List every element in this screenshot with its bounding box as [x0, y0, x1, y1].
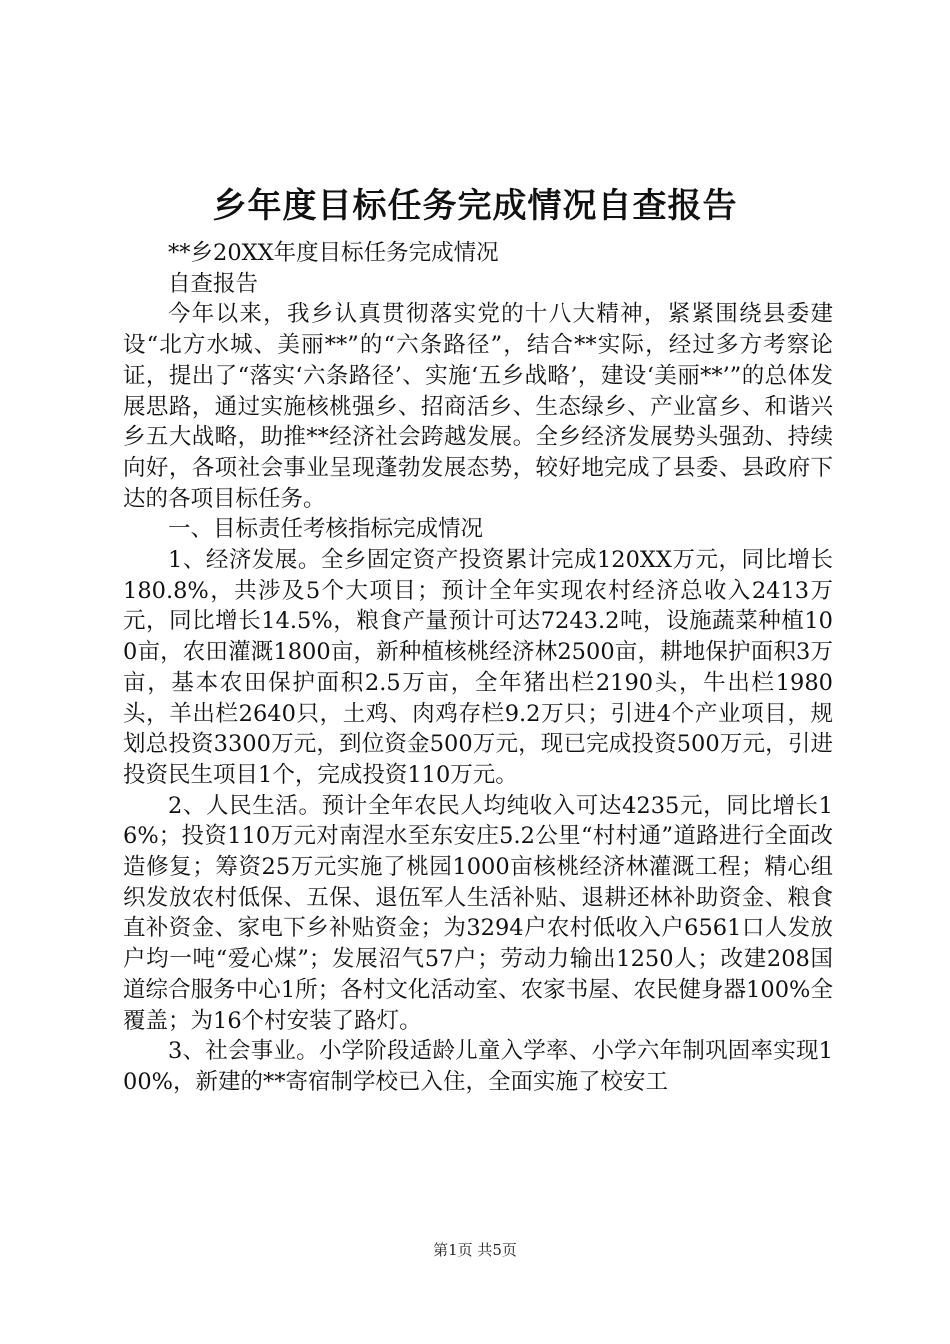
- document-body: [123, 238, 833, 1098]
- body-paragraph: 2、人民生活。预计全年农民人均纯收入可达4235元，同比增长16%；投资110万元对南涅水至东安庄5.2公里“村村通”道路进行全面改造修复；筹资25万元实施了桃园1000亩核桃经济林灌溉工程；精心组织发放农村低保、五保、退伍军人生活补贴、退耕还林补助资金、粮食直补资金、家电下乡补贴资金；为3294户农村低收入户6561口人发放户均一吨“爱心煤”；发展沼气57户；劳动力输出1250人；改建208国道综合服务中心1所；各村文化活动室、农家书屋、农民健身器100%全覆盖；为16个村安装了路灯。: [123, 792, 833, 1034]
- document-title: 乡年度目标任务完成情况自查报告: [212, 186, 738, 226]
- subtitle-line: **乡20XX年度目标任务完成情况: [168, 240, 499, 266]
- body-paragraph: 1、经济发展。全乡固定资产投资累计完成120XX万元，同比增长180.8%，共涉及5个大项目；预计全年实现农村经济总收入2413万元，同比增长14.5%，粮食产量预计可达7243.2吨，设施蔬菜种植100亩，农田灌溉1800亩，新种植核桃经济林2500亩，耕地保护面积3万亩，基本农田保护面积2.5万亩，全年猪出栏2190头，牛出栏1980头，羊出栏2640只，土鸡、肉鸡存栏9.2万只；引进4个产业项目，规划总投资3300万元，到位资金500万元，现已完成投资500万元，引进投资民生项目1个，完成投资110万元。: [123, 547, 833, 788]
- subtitle-line: 自查报告: [168, 270, 259, 297]
- body-paragraph: 今年以来，我乡认真贯彻落实党的十八大精神，紧紧围绕县委建设“北方水城、美丽**”的“六条路径”，结合**实际，经过多方考察论证，提出了“落实‘六条路径’、实施‘五乡战略’，建设‘美丽**’”的总体发展思路，通过实施核桃强乡、招商活乡、生态绿乡、产业富乡、和谐兴乡五大战略，助推**经济社会跨越发展。全乡经济发展势头强劲、持续向好，各项社会事业呈现蓬勃发展态势，较好地完成了县委、县政府下达的各项目标任务。: [123, 301, 833, 512]
- section-heading: 一、目标责任考核指标完成情况: [168, 516, 484, 543]
- page-number-footer: 第1页 共5页: [433, 1241, 517, 1259]
- body-paragraph: 3、社会事业。小学阶段适龄儿童入学率、小学六年制巩固率实现100%，新建的**寄宿制学校已入住，全面实施了校安工: [123, 1038, 833, 1095]
